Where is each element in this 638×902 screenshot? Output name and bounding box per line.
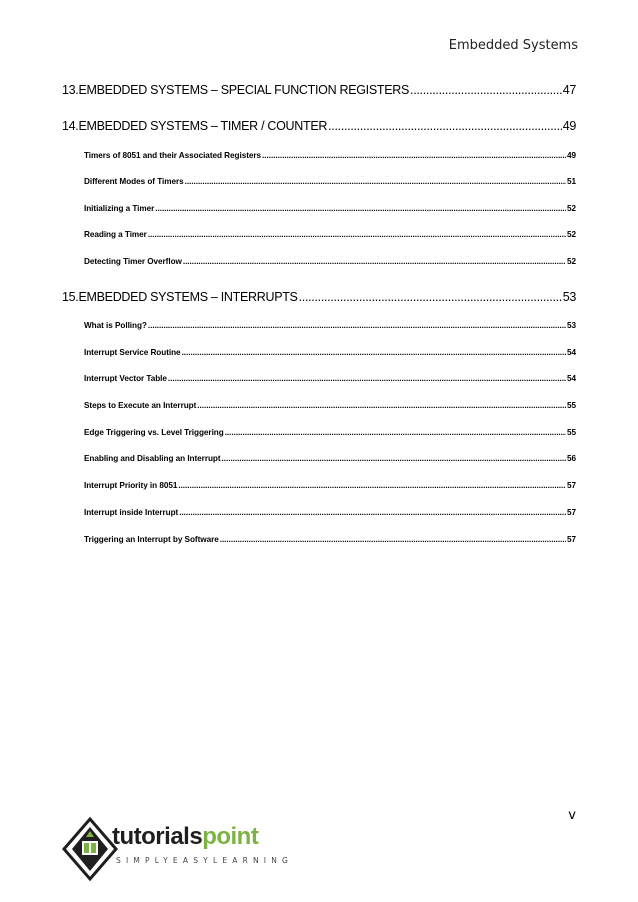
running-header: Embedded Systems [448,38,578,53]
toc-leader-dots [222,454,566,463]
toc-entry[interactable] [84,374,576,383]
page-number: v [568,808,576,823]
toc-entry-title: Steps to Execute an Interrupt [84,401,197,410]
toc-page-number: 53 [562,290,576,304]
toc-page-number: 52 [566,230,576,239]
toc-entry-title: Initializing a Timer [84,204,155,213]
toc-entry[interactable] [84,257,576,266]
toc-page-number: 57 [566,481,576,490]
logo-wordmark [112,823,258,851]
toc-leader-dots [197,401,566,410]
toc-entry[interactable] [84,481,576,490]
toc-entry-title: Enabling and Disabling an Interrupt [84,454,221,463]
toc-page-number: 52 [566,257,576,266]
toc-chapter-number: 15. [62,290,79,304]
toc-entry[interactable] [84,321,576,330]
toc-leader-dots [178,481,566,490]
toc-page-number: 47 [562,83,576,97]
logo-wordmark-b: point [202,823,259,850]
toc-entry[interactable] [84,454,576,463]
toc-page-number: 56 [566,454,576,463]
toc-chapter-number: 14. [62,119,79,133]
toc-entry-title: Interrupt Service Routine [84,348,181,357]
toc-chapter-title: EMBEDDED SYSTEMS – INTERRUPTS [78,290,298,304]
toc-page-number: 53 [566,321,576,330]
toc-leader-dots [155,204,566,213]
toc-chapter-13[interactable] [62,83,576,97]
toc-page-number: 54 [566,374,576,383]
toc-chapter-14[interactable] [62,119,576,133]
logo-wordmark-a: tutorials [112,823,203,850]
toc-entry[interactable] [84,151,576,160]
toc-entry[interactable] [84,535,576,544]
toc-entry-title: Timers of 8051 and their Associated Registers [84,151,262,160]
toc-entry-title: Interrupt Vector Table [84,374,167,383]
toc-leader-dots [179,508,566,517]
toc-chapter-title: EMBEDDED SYSTEMS – SPECIAL FUNCTION REGISTERS [78,83,410,97]
toc-entry-title: Edge Triggering vs. Level Triggering [84,428,224,437]
logo-diamond-icon [60,815,120,885]
logo-tagline: SIMPLYEASYLEARNING [116,856,294,865]
toc-entry-title: Triggering an Interrupt by Software [84,535,219,544]
toc-entry-title: Interrupt inside Interrupt [84,508,179,517]
toc-page-number: 52 [566,204,576,213]
tutorialspoint-logo [60,815,294,885]
toc-chapter-15[interactable] [62,290,576,304]
toc-page-number: 54 [566,348,576,357]
toc-entry[interactable] [84,177,576,186]
toc-chapter-number: 13. [62,83,79,97]
toc-leader-dots [185,177,566,186]
toc-leader-dots [168,374,566,383]
toc-leader-dots [183,257,566,266]
toc-page-number: 57 [566,535,576,544]
toc-leader-dots [182,348,566,357]
toc-entry[interactable] [84,508,576,517]
toc-entry-title: Reading a Timer [84,230,147,239]
toc-entry[interactable] [84,428,576,437]
toc-entry[interactable] [84,230,576,239]
toc-entry[interactable] [84,401,576,410]
toc-page-number: 51 [566,177,576,186]
toc-leader-dots [299,290,562,304]
toc-entry-title: What is Polling? [84,321,147,330]
toc-leader-dots [148,321,566,330]
toc-page-number: 49 [562,119,576,133]
toc-page-number: 49 [566,151,576,160]
toc-leader-dots [225,428,566,437]
toc-entry[interactable] [84,348,576,357]
toc-page-number: 55 [566,428,576,437]
toc-leader-dots [220,535,566,544]
toc-entry-title: Detecting Timer Overflow [84,257,182,266]
toc-page-number: 55 [566,401,576,410]
toc-leader-dots [262,151,566,160]
toc-entry-title: Interrupt Priority in 8051 [84,481,178,490]
toc-entry[interactable] [84,204,576,213]
toc-chapter-title: EMBEDDED SYSTEMS – TIMER / COUNTER [78,119,328,133]
toc-page-number: 57 [566,508,576,517]
toc-leader-dots [410,83,562,97]
toc-entry-title: Different Modes of Timers [84,177,184,186]
toc-leader-dots [148,230,566,239]
toc-leader-dots [328,119,562,133]
